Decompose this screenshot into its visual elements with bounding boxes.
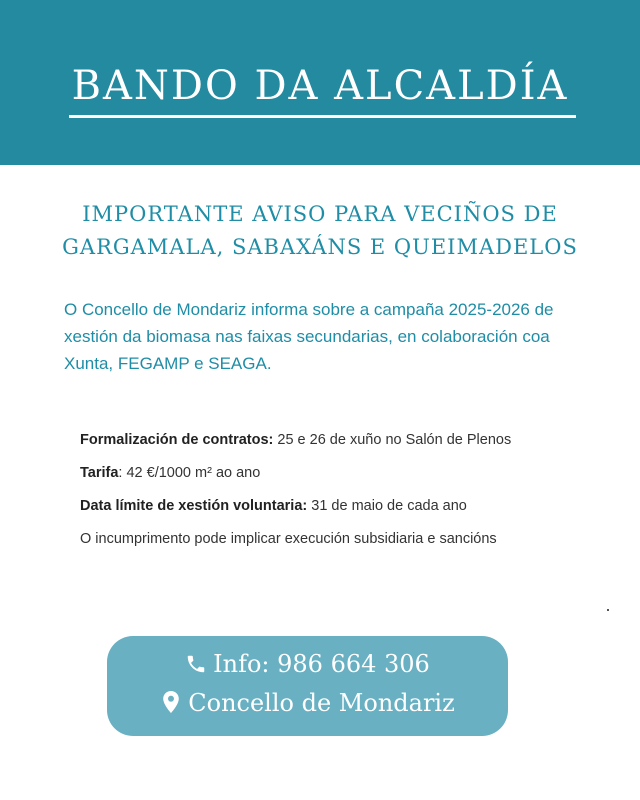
contact-info-box: [107, 636, 508, 736]
rate-label: Tarifa: [80, 465, 119, 481]
location-pin-icon: [160, 690, 182, 714]
phone-text: Info: 986 664 306: [213, 650, 430, 678]
stray-dot: [607, 609, 609, 611]
location-text: Concello de Mondariz: [188, 689, 455, 717]
detail-contracts: [80, 428, 600, 461]
detail-warning: [80, 527, 600, 560]
notice-subtitle: [0, 198, 640, 264]
location-line: [107, 689, 508, 717]
header-banner: [0, 0, 640, 165]
detail-rate: [80, 461, 600, 494]
warning-text: O incumprimento pode implicar execución subsidiaria e sancións: [80, 531, 497, 547]
deadline-value: 31 de maio de cada ano: [307, 498, 467, 514]
title-underline: [69, 115, 576, 118]
details-list: [80, 428, 600, 560]
intro-paragraph: O Concello de Mondariz informa sobre a campaña 2025-2026 de xestión da biomasa nas faixas secundarias, en colaboración coa Xunta, FEGAMP e SEAGA.: [64, 300, 554, 373]
phone-line: [107, 650, 508, 678]
subtitle-line-1: IMPORTANTE AVISO PARA VECIÑOS DE: [82, 202, 558, 226]
phone-icon: [185, 653, 207, 675]
contracts-value: 25 e 26 de xuño no Salón de Plenos: [273, 432, 512, 448]
detail-deadline: [80, 494, 600, 527]
page-title: BANDO DA ALCALDÍA: [71, 63, 569, 109]
rate-value: : 42 €/1000 m² ao ano: [118, 465, 261, 481]
subtitle-line-2: GARGAMALA, SABAXÁNS E QUEIMADELOS: [62, 235, 578, 259]
contracts-label: Formalización de contratos:: [80, 432, 274, 448]
deadline-label: Data límite de xestión voluntaria:: [80, 498, 308, 514]
